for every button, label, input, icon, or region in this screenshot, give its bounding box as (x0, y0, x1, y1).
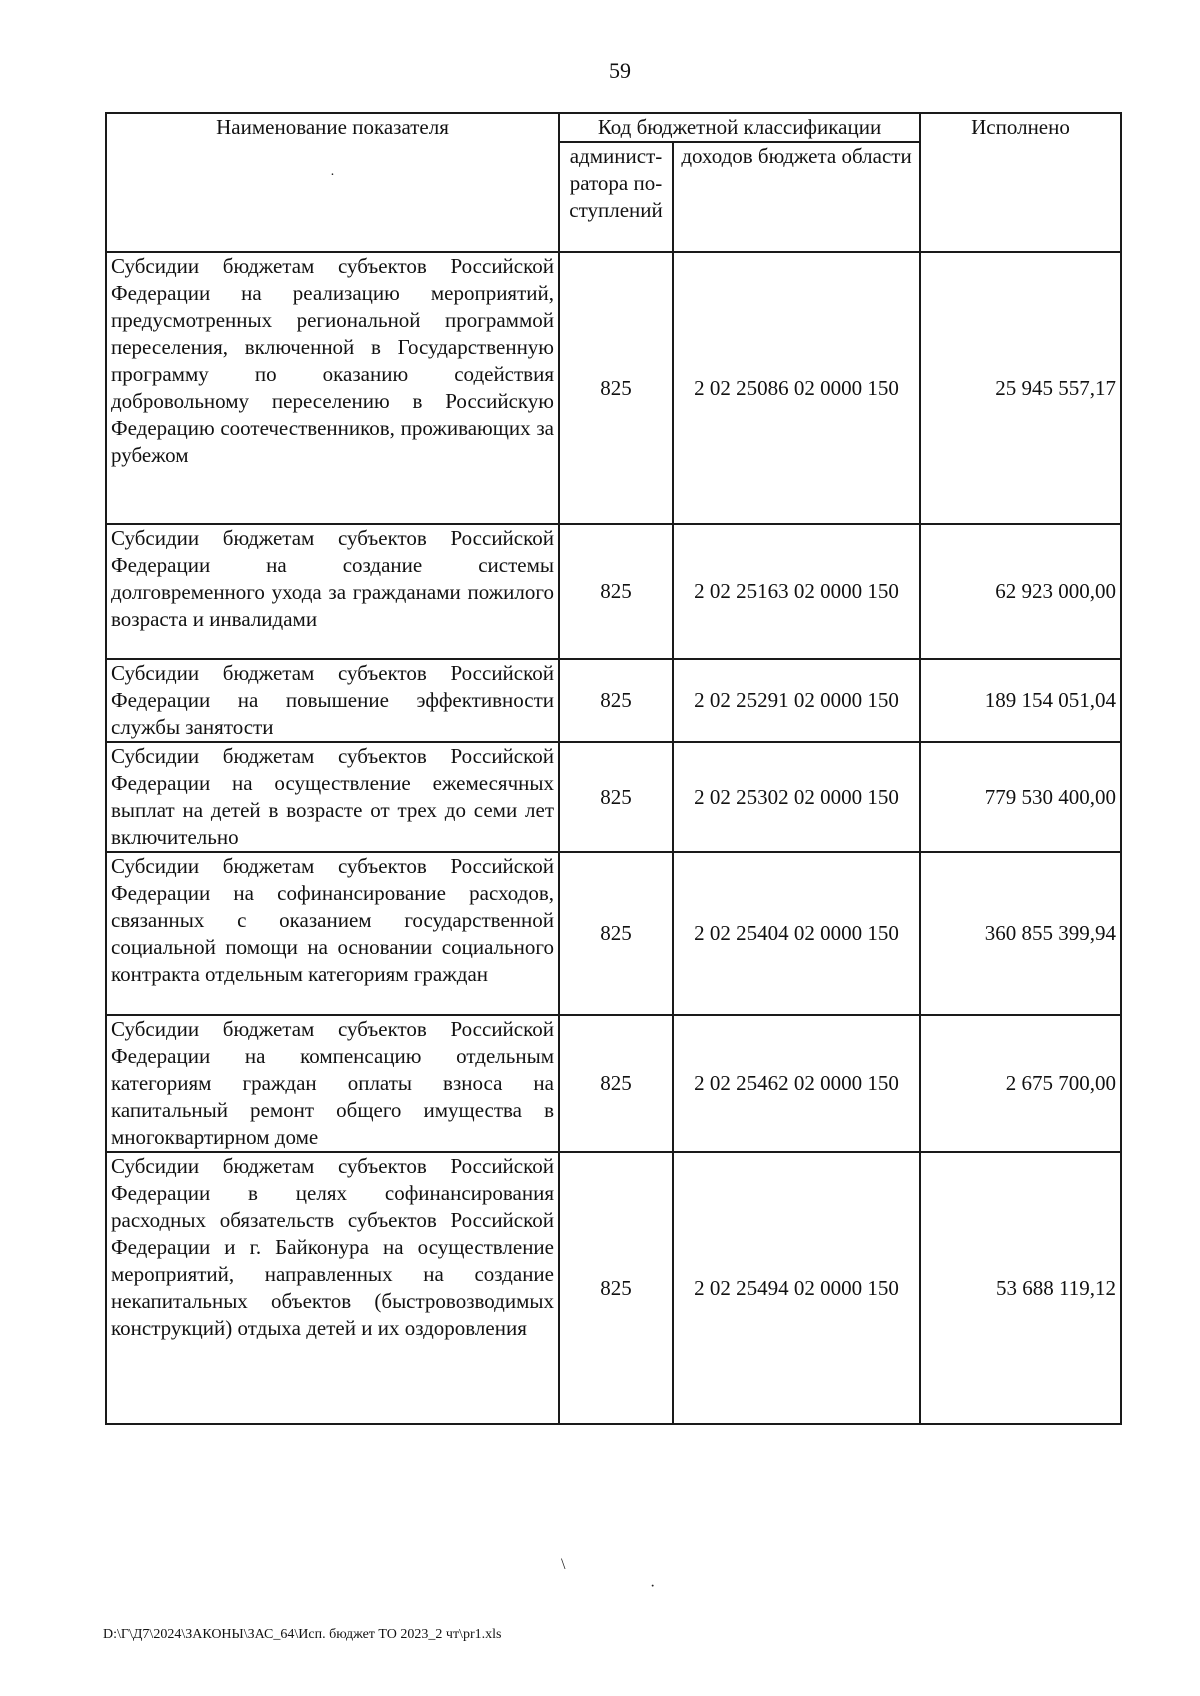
header-row-top (106, 113, 1121, 142)
row-income-code: 2 02 25302 02 0000 150 (673, 742, 920, 852)
row-name: Субсидии бюджетам субъектов Российской Федерации на осуществление ежемесячных выплат на детей в возрасте от трех до семи лет включительно (106, 742, 559, 852)
budget-table (105, 112, 1122, 1425)
row-income-code: 2 02 25404 02 0000 150 (673, 852, 920, 1015)
row-income-code: 2 02 25494 02 0000 150 (673, 1152, 920, 1424)
row-admin-code: 825 (559, 1152, 673, 1424)
header-code-group: Код бюджетной классификации (559, 113, 920, 142)
row-admin-code: 825 (559, 852, 673, 1015)
footer-file-path: D:\Г\Д7\2024\ЗАКОНЫ\ЗАС_64\Исп. бюджет ТО 2023_2 чт\pr1.xls (103, 1627, 502, 1642)
row-admin-code: 825 (559, 742, 673, 852)
row-name: Субсидии бюджетам субъектов Российской Федерации на компенсацию отдельным категориям граждан оплаты взноса на капитальный ремонт общего имущества в многоквартирном доме (106, 1015, 559, 1152)
row-name: Субсидии бюджетам субъектов Российской Федерации на софинансирование расходов, связанных с оказанием государственной социальной помощи на основании социального контракта отдельным категориям граждан (106, 852, 559, 1015)
row-admin-code: 825 (559, 1015, 673, 1152)
row-amount: 2 675 700,00 (920, 1015, 1121, 1152)
row-amount: 62 923 000,00 (920, 524, 1121, 659)
header-administrator: админист-ратора по-ступлений (559, 142, 673, 252)
header-name-label: Наименование показателя (216, 115, 449, 139)
row-admin-code: 825 (559, 524, 673, 659)
scan-speck: · (650, 1578, 656, 1595)
row-name: Субсидии бюджетам субъектов Российской Федерации на повышение эффективности службы занятости (106, 659, 559, 742)
header-income: доходов бюджета области (673, 142, 920, 252)
scan-speck: \ (561, 1556, 566, 1573)
page-number: 59 (609, 58, 631, 83)
table-row (106, 252, 1121, 524)
row-amount: 189 154 051,04 (920, 659, 1121, 742)
row-income-code: 2 02 25291 02 0000 150 (673, 659, 920, 742)
table-row (106, 659, 1121, 742)
row-amount: 779 530 400,00 (920, 742, 1121, 852)
row-income-code: 2 02 25462 02 0000 150 (673, 1015, 920, 1152)
table-row (106, 852, 1121, 1015)
row-admin-code: 825 (559, 659, 673, 742)
row-amount: 360 855 399,94 (920, 852, 1121, 1015)
row-admin-code: 825 (559, 252, 673, 524)
header-executed: Исполнено (920, 113, 1121, 252)
row-name: Субсидии бюджетам субъектов Российской Федерации в целях софинансирования расходных обязательств субъектов Российской Федерации и г. Байконура на осуществление мероприятий, направленных на создание некапитальных объектов (быстровозводимых конструкций) отдыха детей и их оздоровления (106, 1152, 559, 1424)
table-row (106, 742, 1121, 852)
row-income-code: 2 02 25163 02 0000 150 (673, 524, 920, 659)
row-income-code: 2 02 25086 02 0000 150 (673, 252, 920, 524)
table-row (106, 1015, 1121, 1152)
header-name (106, 113, 559, 252)
row-amount: 25 945 557,17 (920, 252, 1121, 524)
scan-dot-mark: · (330, 168, 335, 183)
table-row (106, 1152, 1121, 1424)
table-row (106, 524, 1121, 659)
row-name: Субсидии бюджетам субъектов Российской Федерации на создание системы долговременного ухода за гражданами пожилого возраста и инвалидами (106, 524, 559, 659)
row-name: Субсидии бюджетам субъектов Российской Федерации на реализацию мероприятий, предусмотренных региональной программой переселения, включенной в Государственную программу по оказанию содействия добровольному переселению в Российскую Федерацию соотечественников, проживающих за рубежом (106, 252, 559, 524)
row-amount: 53 688 119,12 (920, 1152, 1121, 1424)
